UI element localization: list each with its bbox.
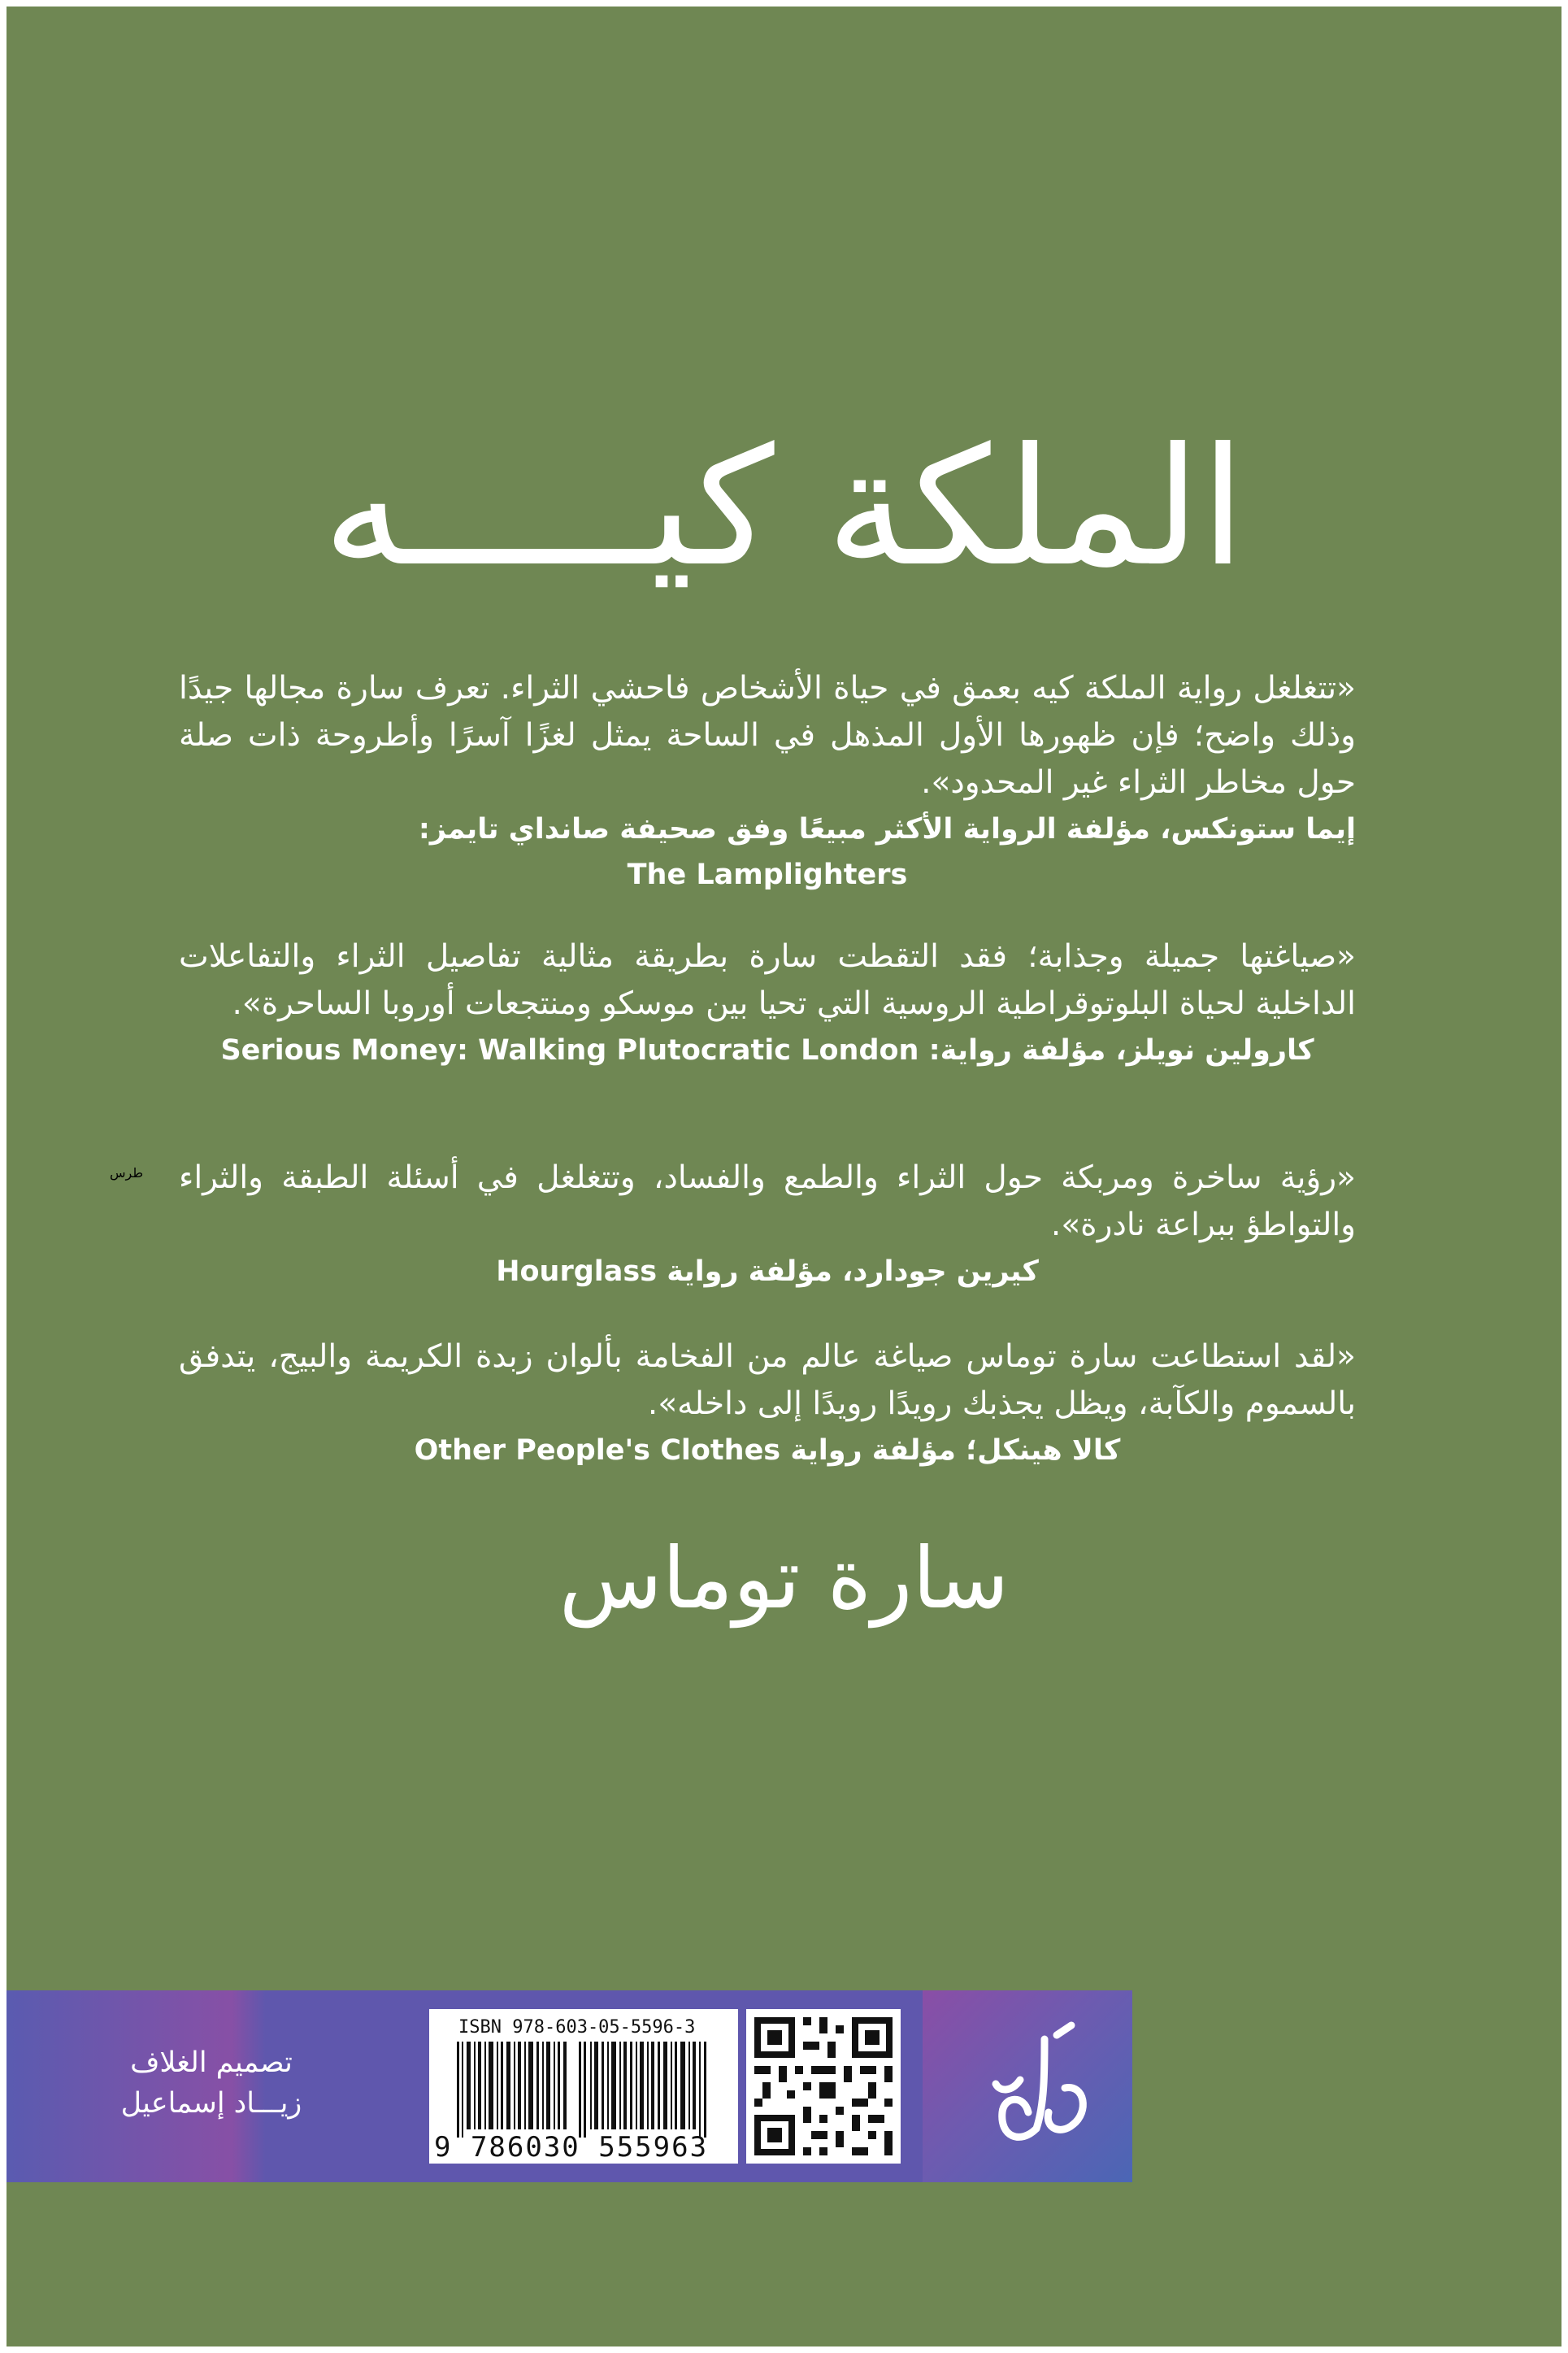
- design-credit-name: زيـــاد إسماعيل: [120, 2087, 302, 2120]
- blurb-1-attribution: إيما ستونكس، مؤلفة الرواية الأكثر مبيعًا وفق صحيفة صانداي تايمز:: [418, 813, 1356, 846]
- book-title: الملكة كيـــــه: [322, 413, 1246, 602]
- blurb-3: [179, 1155, 1356, 1294]
- blurb-1-text: «تتغلغل رواية الملكة كيه بعمق في حياة الأشخاص فاحشي الثراء. تعرف سارة مجالها جيدًا وذلك واضح؛ فإن ظهورها الأول المذهل في الساحة يمثل لغزًا آسرًا وأطروحة ذات صلة حول مخاطر الثراء غير المحدود».: [179, 670, 1356, 801]
- blurb-1-attribution-title: The Lamplighters: [627, 859, 908, 891]
- isbn-barcode: [429, 2009, 738, 2164]
- blurb-1: [179, 665, 1356, 898]
- blurb-2: [179, 933, 1356, 1073]
- blurb-3-text: «رؤية ساخرة ومربكة حول الثراء والطمع والفساد، وتتغلغل في أسئلة الطبقة والثراء والتواطؤ ببراعة نادرة».: [179, 1159, 1356, 1243]
- blurb-3-attribution: كيرين جودارد، مؤلفة رواية Hourglass: [496, 1255, 1039, 1288]
- ean-digits: 9 786030 555963: [434, 2131, 709, 2164]
- blurb-2-text: «صياغتها جميلة وجذابة؛ فقد التقطت سارة بطريقة مثالية تفاصيل الثراء والتفاعلات الداخلية لحياة البلوتوقراطية الروسية التي تحيا بين موسكو ومنتجعات أوروبا الساحرة».: [179, 938, 1356, 1022]
- blurb-4-text: «لقد استطاعت سارة توماس صياغة عالم من الفخامة بألوان زبدة الكريمة والبيج، يتدفق بالسموم والكآبة، ويظل يجذبك رويدًا رويدًا إلى داخله».: [179, 1338, 1356, 1422]
- design-credit-label: تصميم الغلاف: [130, 2046, 293, 2079]
- qr-code: [746, 2009, 901, 2164]
- publisher-logo-text: طرس: [110, 1165, 144, 1181]
- author-name: سارة توماس: [558, 1529, 1010, 1628]
- isbn-number: ISBN 978-603-05-5596-3: [458, 2017, 696, 2038]
- blurb-4-attribution: كالا هينكل؛ مؤلفة رواية Other People's Clothes: [414, 1434, 1121, 1467]
- blurb-2-attribution: كارولين نويلز، مؤلفة رواية: Serious Money: Walking Plutocratic London: [220, 1034, 1314, 1067]
- cover-design-credit: [98, 2042, 325, 2124]
- qr-code-icon: [746, 2009, 901, 2164]
- blurb-4: [179, 1333, 1356, 1473]
